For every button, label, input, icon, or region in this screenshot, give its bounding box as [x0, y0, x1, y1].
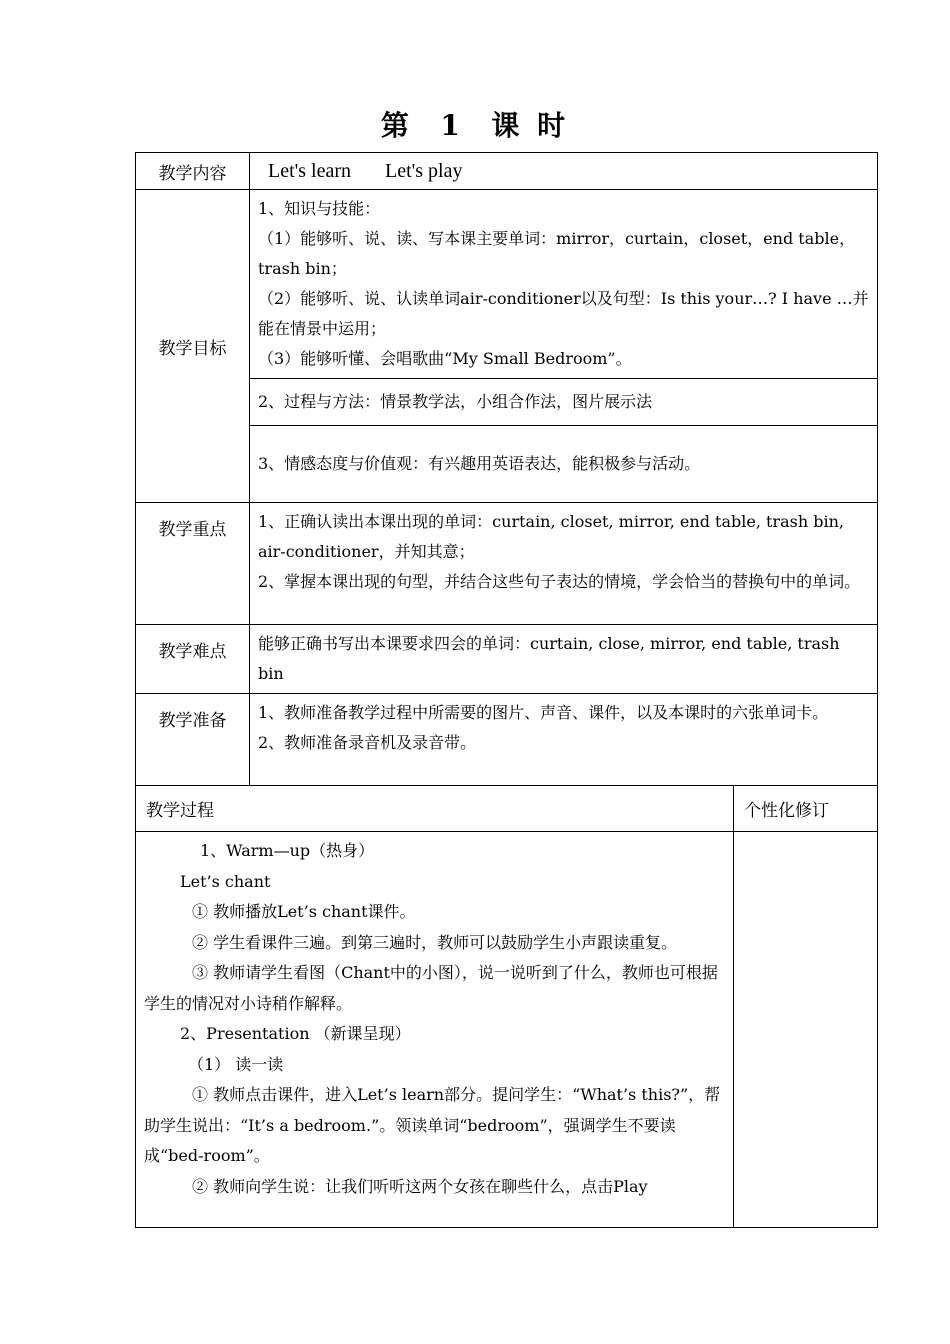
content-label: 教学内容: [136, 153, 250, 190]
process-header-row: [136, 786, 878, 832]
goals-row-1: [136, 190, 878, 379]
process-line: 1、Warm—up（热身）: [200, 841, 375, 860]
goals-line: （3）能够听懂、会唱歌曲“My Small Bedroom”。: [258, 349, 632, 368]
process-line: ② 学生看课件三遍。到第三遍时，教师可以鼓励学生小声跟读重复。: [192, 932, 678, 952]
lets-learn-text: Let's learn: [268, 160, 352, 182]
revision-header: 个性化修订: [734, 786, 878, 832]
preparation-label: 教学准备: [136, 694, 250, 786]
key-points-cell: [250, 503, 878, 625]
difficulties-label: 教学难点: [136, 625, 250, 694]
difficulties-row: [136, 625, 878, 694]
process-line: ① 教师播放Let’s chant课件。: [192, 902, 416, 921]
process-line: ① 教师点击课件，进入Let’s learn部分。提问学生：“What’s this?”，帮助学生说出：“It’s a bedroom.”。领读单词“bedroom”，强调学生不要读成“bed-room”。: [144, 1085, 721, 1165]
revision-cell: [734, 832, 878, 1228]
process-body-row: [136, 832, 878, 1228]
key-points-row: [136, 503, 878, 625]
goals-line: （1）能够听、说、读、写本课主要单词：mirror，curtain，closet，end table，trash bin；: [258, 229, 856, 278]
key-points-label: 教学重点: [136, 503, 250, 625]
goals-knowledge-cell: [250, 190, 878, 379]
goals-label: 教学目标: [136, 190, 250, 503]
content-value: [250, 153, 878, 190]
key-point-line: 1、正确认读出本课出现的单词：curtain, closet, mirror, end table, trash bin, air-conditioner，并知其意；: [258, 512, 844, 561]
content-row: [136, 153, 878, 190]
goals-method-cell: 2、过程与方法：情景教学法，小组合作法，图片展示法: [250, 379, 878, 426]
lesson-plan-table: [135, 152, 878, 1228]
process-line: Let’s chant: [180, 871, 271, 891]
goals-line: 1、知识与技能：: [258, 199, 381, 218]
page-title: 第 1 课 时: [380, 109, 570, 142]
lets-play-text: Let's play: [385, 160, 463, 182]
preparation-line: 2、教师准备录音机及录音带。: [258, 733, 477, 752]
process-cell: [136, 832, 734, 1228]
preparation-row: [136, 694, 878, 786]
process-line: ② 教师向学生说：让我们听听这两个女孩在聊些什么，点击Play: [192, 1176, 648, 1196]
preparation-cell: [250, 694, 878, 786]
goals-line: （2）能够听、说、认读单词air-conditioner以及句型：Is this your…? I have …并能在情景中运用；: [258, 289, 869, 338]
process-line: 2、Presentation （新课呈现）: [180, 1024, 411, 1043]
difficulties-cell: 能够正确书写出本课要求四会的单词：curtain, close, mirror, end table, trash bin: [250, 625, 878, 694]
process-line: ③ 教师请学生看图（Chant中的小图），说一说听到了什么，教师也可根据学生的情况对小诗稍作解释。: [144, 963, 718, 1013]
process-line: （1） 读一读: [188, 1054, 284, 1074]
process-header: 教学过程: [136, 786, 734, 832]
key-point-line: 2、掌握本课出现的句型，并结合这些句子表达的情境，学会恰当的替换句中的单词。: [258, 572, 861, 591]
preparation-line: 1、教师准备教学过程中所需要的图片、声音、课件，以及本课时的六张单词卡。: [258, 703, 829, 722]
goals-attitude-cell: 3、情感态度与价值观：有兴趣用英语表达，能积极参与活动。: [250, 426, 878, 503]
